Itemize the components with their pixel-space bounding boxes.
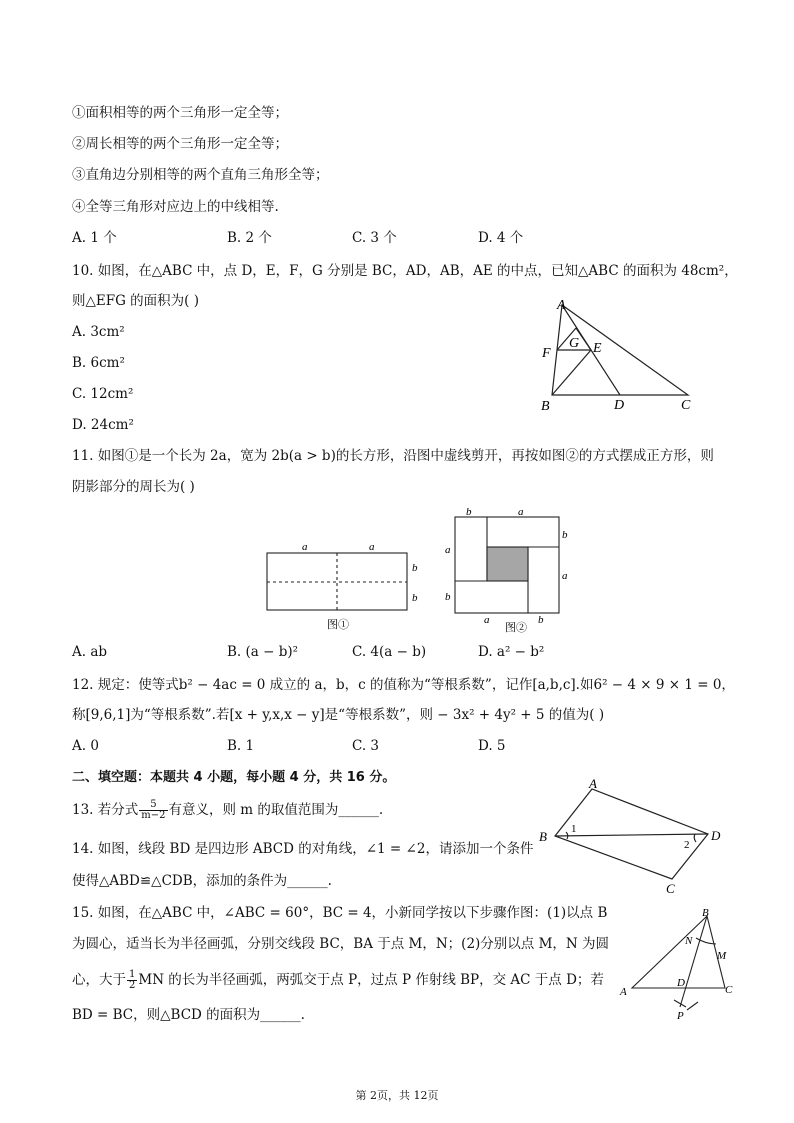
q15-fraction-numerator: 1	[129, 969, 136, 980]
q13-stem	[72, 800, 383, 821]
q11-fig1-label-a2: a	[369, 541, 375, 553]
q10-option-d: D. 24cm²	[72, 417, 134, 433]
q13-fraction	[139, 800, 167, 821]
q11-option-c: C. 4(a − b)	[352, 644, 427, 660]
page-footer: 第 2页，共 12页	[355, 1089, 439, 1102]
q11-fig2-label-b3: b	[445, 591, 451, 603]
q9-option-a: A. 1 个	[72, 230, 117, 246]
q10-label-f: F	[542, 346, 551, 361]
q14-quadrilateral-figure	[535, 776, 735, 898]
q15-label-b: B	[702, 907, 709, 919]
q11-option-d: D. a² − b²	[478, 644, 545, 660]
q14-label-a: A	[589, 776, 597, 791]
q15-line3-suffix: MN 的长为半径画弧，两弧交于点 P，过点 P 作射线 BP，交 AC 于点 D；若	[138, 972, 604, 988]
q11-figure-2	[440, 502, 580, 637]
q14-label-d: D	[711, 828, 721, 843]
q12-option-a: A. 0	[72, 738, 99, 754]
q10-stem-line1: 10. 如图，在△ABC 中，点 D，E，F，G 分别是 BC，AD，AB，AE 的中点，已知△ABC 的面积为 48cm²，	[72, 263, 738, 279]
q11-fig1-label-a1: a	[302, 541, 308, 553]
q14-stem-line2: 使得△ABD≌△CDB，添加的条件为______.	[72, 873, 332, 889]
q9-option-b: B. 2 个	[227, 230, 272, 246]
section-2-title: 二、填空题：本题共 4 小题，每小题 4 分，共 16 分。	[72, 770, 396, 785]
statement-2: ②周长相等的两个三角形一定全等；	[72, 136, 288, 152]
q10-option-b: B. 6cm²	[72, 355, 125, 371]
q10-label-g: G	[569, 336, 580, 351]
q14-stem-line1: 14. 如图，线段 BD 是四边形 ABCD 的对角线，∠1 = ∠2，请添加一个条件	[72, 841, 534, 857]
q10-label-d: D	[614, 398, 625, 413]
q9-option-d: D. 4 个	[478, 230, 524, 246]
statement-4: ④全等三角形对应边上的中线相等.	[72, 199, 279, 215]
q11-fig2-label-b4: b	[538, 614, 544, 626]
q12-option-b: B. 1	[227, 738, 255, 754]
q10-triangle-figure	[530, 295, 720, 420]
q15-stem-line1: 15. 如图，在△ABC 中，∠ABC = 60°，BC = 4，小新同学按以下步骤作图：(1)以点 B	[72, 905, 608, 921]
q14-label-angle-1: 1	[571, 823, 577, 835]
q12-option-d: D. 5	[478, 738, 506, 754]
q14-label-b: B	[539, 829, 547, 844]
q11-fig2-label-b2: b	[562, 529, 568, 541]
q11-fig1-caption: 图①	[327, 619, 349, 631]
statement-3: ③直角边分别相等的两个直角三角形全等；	[72, 167, 329, 183]
q12-stem-line1: 12. 规定：使等式b² − 4ac = 0 成立的 a，b，c 的值称为“等根系数”，记作[a,b,c].如6² − 4 × 9 × 1 = 0，	[72, 677, 735, 693]
q12-option-c: C. 3	[352, 738, 380, 754]
q13-suffix: 有意义，则 m 的取值范围为______.	[168, 802, 384, 818]
q13-fraction-denominator: m−2	[141, 810, 166, 821]
q10-stem-line2: 则△EFG 的面积为( )	[72, 293, 200, 309]
q11-stem-line1: 11. 如图①是一个长为 2a，宽为 2b(a > b)的长方形，沿图中虚线剪开，再按如图②的方式摆成正方形，则	[72, 448, 714, 464]
q15-fraction-denominator: 2	[129, 980, 136, 991]
q15-label-c: C	[725, 984, 733, 996]
q15-stem-line3	[72, 970, 604, 991]
q15-stem-line2: 为圆心，适当长为半径画弧，分别交线段 BC，BA 于点 M，N；(2)分别以点 M，N 为圆	[72, 936, 610, 952]
q11-figure-1	[255, 535, 430, 640]
q15-label-n: N	[685, 935, 693, 947]
q11-option-a: A. ab	[72, 644, 108, 660]
q10-label-b: B	[541, 399, 550, 414]
q10-label-c: C	[681, 398, 691, 413]
q11-fig1-label-b2: b	[412, 592, 418, 604]
q15-construction-figure	[610, 904, 750, 1024]
q11-shaded-square	[487, 547, 528, 581]
q14-label-c: C	[666, 881, 675, 896]
q11-fig2-label-a4: a	[484, 614, 490, 626]
q11-option-b: B. (a − b)²	[227, 644, 299, 660]
q15-line3-prefix: 心，大于	[72, 972, 126, 988]
q11-stem-line2: 阴影部分的周长为( )	[72, 479, 195, 495]
q11-fig2-label-a3: a	[562, 570, 568, 582]
q11-fig2-caption: 图②	[505, 622, 527, 634]
q15-label-d: D	[677, 977, 685, 989]
q14-label-angle-2: 2	[684, 839, 690, 851]
q12-stem-line2: 称[9,6,1]为“等根系数”.若[x + y,x,x − y]是“等根系数”，则 − 3x² + 4y² + 5 的值为( )	[72, 707, 605, 723]
q11-fig2-label-a2: a	[445, 544, 451, 556]
q13-prefix: 13. 若分式	[72, 802, 139, 818]
q11-fig1-label-b1: b	[412, 562, 418, 574]
q15-label-p: P	[677, 1010, 684, 1022]
q10-option-c: C. 12cm²	[72, 386, 134, 402]
q11-fig2-label-a1: a	[518, 506, 524, 518]
statement-1: ①面积相等的两个三角形一定全等；	[72, 105, 288, 121]
q10-option-a: A. 3cm²	[72, 324, 125, 340]
q10-label-a: A	[557, 298, 566, 313]
q9-option-c: C. 3 个	[352, 230, 397, 246]
q11-fig2-label-b1: b	[466, 506, 472, 518]
q15-fraction	[127, 970, 137, 991]
q15-stem-line4: BD = BC，则△BCD 的面积为______.	[72, 1007, 305, 1023]
q13-fraction-numerator: 5	[139, 800, 167, 811]
q10-label-e: E	[593, 341, 602, 356]
q15-label-a: A	[620, 986, 627, 998]
q15-label-m: M	[717, 950, 727, 962]
